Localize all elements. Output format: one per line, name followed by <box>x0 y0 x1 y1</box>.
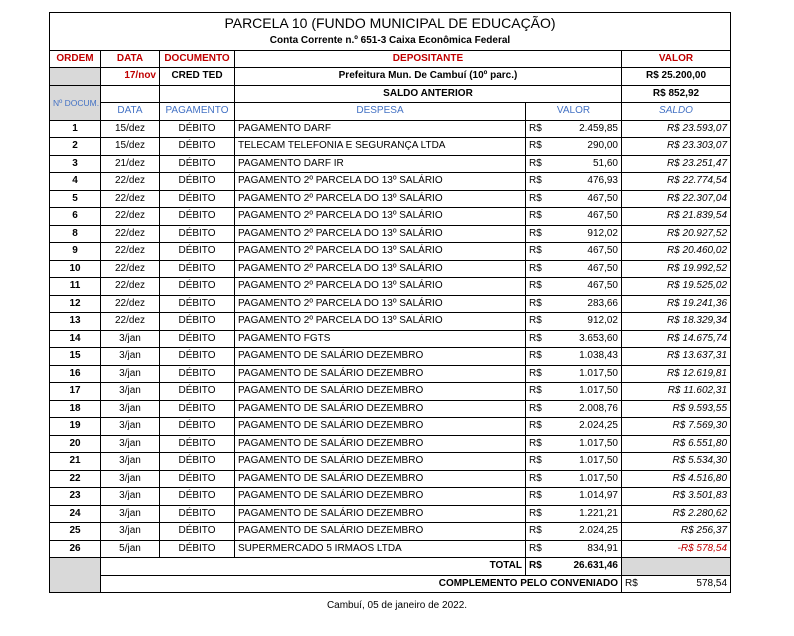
row-currency: R$ <box>526 435 552 453</box>
row-amount: 290,00 <box>552 138 622 156</box>
row-balance: R$ 22.307,04 <box>622 190 731 208</box>
doc-number: 20 <box>50 435 101 453</box>
table-row <box>50 418 731 436</box>
credit-date: 17/nov <box>101 68 160 86</box>
row-description: PAGAMENTO 2º PARCELA DO 13º SALÁRIO <box>235 190 526 208</box>
row-currency: R$ <box>526 523 552 541</box>
row-date: 22/dez <box>101 173 160 191</box>
table-row <box>50 190 731 208</box>
account-statement-table <box>49 12 731 593</box>
row-amount: 1.017,50 <box>552 435 622 453</box>
row-payment-type: DÉBITO <box>160 260 235 278</box>
table-row <box>50 260 731 278</box>
row-date: 3/jan <box>101 400 160 418</box>
row-amount: 834,91 <box>552 540 622 558</box>
row-description: PAGAMENTO 2º PARCELA DO 13º SALÁRIO <box>235 225 526 243</box>
row-description: PAGAMENTO DE SALÁRIO DEZEMBRO <box>235 435 526 453</box>
table-row <box>50 365 731 383</box>
row-payment-type: DÉBITO <box>160 295 235 313</box>
total-label: TOTAL <box>101 558 526 576</box>
row-currency: R$ <box>526 418 552 436</box>
row-balance: R$ 14.675,74 <box>622 330 731 348</box>
row-currency: R$ <box>526 190 552 208</box>
credit-depositor: Prefeitura Mun. De Cambuí (10º parc.) <box>235 68 622 86</box>
row-payment-type: DÉBITO <box>160 190 235 208</box>
row-description: PAGAMENTO DE SALÁRIO DEZEMBRO <box>235 488 526 506</box>
row-currency: R$ <box>526 173 552 191</box>
header-valor: VALOR <box>622 50 731 68</box>
row-currency: R$ <box>526 278 552 296</box>
row-description: PAGAMENTO DE SALÁRIO DEZEMBRO <box>235 383 526 401</box>
row-description: PAGAMENTO 2º PARCELA DO 13º SALÁRIO <box>235 173 526 191</box>
saldo-anterior-value: R$ 852,92 <box>622 85 731 103</box>
row-currency: R$ <box>526 243 552 261</box>
footer-gray-cell <box>50 558 101 593</box>
row-description: PAGAMENTO 2º PARCELA DO 13º SALÁRIO <box>235 208 526 226</box>
credit-header-row <box>50 50 731 68</box>
table-row <box>50 453 731 471</box>
table-row <box>50 208 731 226</box>
table-row <box>50 330 731 348</box>
total-currency: R$ <box>526 558 552 576</box>
header-saldo: SALDO <box>622 103 731 121</box>
row-balance: R$ 20.927,52 <box>622 225 731 243</box>
account-subtitle: Conta Corrente n.º 651-3 Caixa Econômica Federal <box>50 33 731 50</box>
row-description: PAGAMENTO DE SALÁRIO DEZEMBRO <box>235 418 526 436</box>
doc-number: 17 <box>50 383 101 401</box>
row-date: 21/dez <box>101 155 160 173</box>
row-date: 22/dez <box>101 225 160 243</box>
row-amount: 283,66 <box>552 295 622 313</box>
row-description: TELECAM TELEFONIA E SEGURANÇA LTDA <box>235 138 526 156</box>
row-currency: R$ <box>526 313 552 331</box>
row-currency: R$ <box>526 488 552 506</box>
row-payment-type: DÉBITO <box>160 138 235 156</box>
row-balance: R$ 6.551,80 <box>622 435 731 453</box>
row-balance: R$ 4.516,80 <box>622 470 731 488</box>
row-payment-type: DÉBITO <box>160 453 235 471</box>
row-amount: 467,50 <box>552 260 622 278</box>
row-balance: R$ 13.637,31 <box>622 348 731 366</box>
row-balance: R$ 19.992,52 <box>622 260 731 278</box>
table-row <box>50 400 731 418</box>
table-row <box>50 138 731 156</box>
footer-place-date: Cambuí, 05 de janeiro de 2022. <box>326 600 468 611</box>
doc-number: 2 <box>50 138 101 156</box>
doc-number: 22 <box>50 470 101 488</box>
row-date: 3/jan <box>101 523 160 541</box>
credit-document: CRED TED <box>160 68 235 86</box>
table-row <box>50 435 731 453</box>
row-amount: 1.038,43 <box>552 348 622 366</box>
row-date: 22/dez <box>101 260 160 278</box>
empty-cell <box>160 85 235 103</box>
header-documento: DOCUMENTO <box>160 50 235 68</box>
header-doc-number: Nº DOCUM. <box>50 85 101 120</box>
row-payment-type: DÉBITO <box>160 418 235 436</box>
doc-number: 23 <box>50 488 101 506</box>
row-currency: R$ <box>526 225 552 243</box>
row-currency: R$ <box>526 295 552 313</box>
doc-number: 16 <box>50 365 101 383</box>
row-payment-type: DÉBITO <box>160 488 235 506</box>
doc-number: 11 <box>50 278 101 296</box>
doc-number: 24 <box>50 505 101 523</box>
doc-number: 26 <box>50 540 101 558</box>
complemento-currency: R$ <box>622 575 657 593</box>
row-balance: R$ 2.280,62 <box>622 505 731 523</box>
row-balance: -R$ 578,54 <box>622 540 731 558</box>
doc-number: 13 <box>50 313 101 331</box>
doc-number: 14 <box>50 330 101 348</box>
row-description: PAGAMENTO DE SALÁRIO DEZEMBRO <box>235 453 526 471</box>
row-date: 3/jan <box>101 505 160 523</box>
complemento-label: COMPLEMENTO PELO CONVENIADO <box>101 575 622 593</box>
row-balance: R$ 7.569,30 <box>622 418 731 436</box>
row-date: 15/dez <box>101 120 160 138</box>
doc-number: 18 <box>50 400 101 418</box>
row-balance: R$ 3.501,83 <box>622 488 731 506</box>
complemento-row <box>50 575 731 593</box>
row-currency: R$ <box>526 208 552 226</box>
row-balance: R$ 5.534,30 <box>622 453 731 471</box>
row-description: PAGAMENTO DE SALÁRIO DEZEMBRO <box>235 470 526 488</box>
row-date: 22/dez <box>101 278 160 296</box>
row-date: 22/dez <box>101 208 160 226</box>
row-description: PAGAMENTO DARF IR <box>235 155 526 173</box>
row-date: 3/jan <box>101 488 160 506</box>
table-row <box>50 225 731 243</box>
row-description: PAGAMENTO DE SALÁRIO DEZEMBRO <box>235 400 526 418</box>
header-despesa: DESPESA <box>235 103 526 121</box>
credit-amount: R$ 25.200,00 <box>622 68 731 86</box>
row-description: PAGAMENTO DE SALÁRIO DEZEMBRO <box>235 505 526 523</box>
row-payment-type: DÉBITO <box>160 383 235 401</box>
header-debit-valor: VALOR <box>526 103 622 121</box>
row-date: 3/jan <box>101 470 160 488</box>
row-currency: R$ <box>526 260 552 278</box>
complemento-amount: 578,54 <box>657 575 731 593</box>
row-amount: 1.017,50 <box>552 470 622 488</box>
row-currency: R$ <box>526 120 552 138</box>
table-row <box>50 155 731 173</box>
row-currency: R$ <box>526 470 552 488</box>
row-amount: 467,50 <box>552 190 622 208</box>
row-amount: 1.221,21 <box>552 505 622 523</box>
row-date: 22/dez <box>101 313 160 331</box>
row-amount: 2.008,76 <box>552 400 622 418</box>
row-payment-type: DÉBITO <box>160 400 235 418</box>
row-balance: R$ 23.251,47 <box>622 155 731 173</box>
row-date: 3/jan <box>101 435 160 453</box>
row-currency: R$ <box>526 540 552 558</box>
row-payment-type: DÉBITO <box>160 435 235 453</box>
row-payment-type: DÉBITO <box>160 505 235 523</box>
table-row <box>50 488 731 506</box>
row-balance: R$ 9.593,55 <box>622 400 731 418</box>
row-payment-type: DÉBITO <box>160 278 235 296</box>
table-row <box>50 348 731 366</box>
row-amount: 912,02 <box>552 225 622 243</box>
row-date: 22/dez <box>101 190 160 208</box>
row-payment-type: DÉBITO <box>160 225 235 243</box>
row-amount: 1.014,97 <box>552 488 622 506</box>
table-row <box>50 173 731 191</box>
credit-row <box>50 68 731 86</box>
table-row <box>50 243 731 261</box>
row-amount: 3.653,60 <box>552 330 622 348</box>
row-balance: R$ 11.602,31 <box>622 383 731 401</box>
row-balance: R$ 18.329,34 <box>622 313 731 331</box>
row-description: PAGAMENTO 2º PARCELA DO 13º SALÁRIO <box>235 313 526 331</box>
header-data: DATA <box>101 50 160 68</box>
row-description: PAGAMENTO 2º PARCELA DO 13º SALÁRIO <box>235 260 526 278</box>
row-date: 3/jan <box>101 365 160 383</box>
table-row <box>50 505 731 523</box>
total-amount: 26.631,46 <box>552 558 622 576</box>
row-description: PAGAMENTO 2º PARCELA DO 13º SALÁRIO <box>235 243 526 261</box>
row-description: SUPERMERCADO 5 IRMAOS LTDA <box>235 540 526 558</box>
row-currency: R$ <box>526 138 552 156</box>
row-currency: R$ <box>526 348 552 366</box>
row-description: PAGAMENTO FGTS <box>235 330 526 348</box>
row-date: 3/jan <box>101 418 160 436</box>
header-depositante: DEPOSITANTE <box>235 50 622 68</box>
doc-number: 25 <box>50 523 101 541</box>
row-amount: 467,50 <box>552 278 622 296</box>
row-currency: R$ <box>526 155 552 173</box>
doc-number: 19 <box>50 418 101 436</box>
credit-ordem-cell <box>50 68 101 86</box>
row-balance: R$ 20.460,02 <box>622 243 731 261</box>
row-balance: R$ 21.839,54 <box>622 208 731 226</box>
table-row <box>50 313 731 331</box>
table-row <box>50 295 731 313</box>
row-description: PAGAMENTO 2º PARCELA DO 13º SALÁRIO <box>235 278 526 296</box>
row-date: 3/jan <box>101 348 160 366</box>
row-payment-type: DÉBITO <box>160 155 235 173</box>
row-description: PAGAMENTO DARF <box>235 120 526 138</box>
doc-number: 5 <box>50 190 101 208</box>
doc-number: 15 <box>50 348 101 366</box>
row-balance: R$ 23.303,07 <box>622 138 731 156</box>
row-currency: R$ <box>526 505 552 523</box>
row-date: 22/dez <box>101 243 160 261</box>
doc-number: 6 <box>50 208 101 226</box>
doc-number: 10 <box>50 260 101 278</box>
table-row <box>50 470 731 488</box>
row-amount: 912,02 <box>552 313 622 331</box>
row-payment-type: DÉBITO <box>160 540 235 558</box>
row-date: 22/dez <box>101 295 160 313</box>
header-debit-data: DATA <box>101 103 160 121</box>
row-payment-type: DÉBITO <box>160 120 235 138</box>
doc-number: 9 <box>50 243 101 261</box>
row-description: PAGAMENTO DE SALÁRIO DEZEMBRO <box>235 348 526 366</box>
row-payment-type: DÉBITO <box>160 365 235 383</box>
table-row <box>50 383 731 401</box>
table-row <box>50 278 731 296</box>
table-row <box>50 540 731 558</box>
doc-number: 4 <box>50 173 101 191</box>
row-amount: 1.017,50 <box>552 453 622 471</box>
row-date: 3/jan <box>101 330 160 348</box>
row-amount: 1.017,50 <box>552 383 622 401</box>
row-payment-type: DÉBITO <box>160 173 235 191</box>
row-amount: 467,50 <box>552 208 622 226</box>
row-balance: R$ 12.619,81 <box>622 365 731 383</box>
row-balance: R$ 256,37 <box>622 523 731 541</box>
table-row <box>50 120 731 138</box>
table-row <box>50 523 731 541</box>
row-amount: 2.024,25 <box>552 523 622 541</box>
row-currency: R$ <box>526 400 552 418</box>
total-gray-cell <box>622 558 731 576</box>
doc-number: 8 <box>50 225 101 243</box>
row-amount: 467,50 <box>552 243 622 261</box>
header-ordem: ORDEM <box>50 50 101 68</box>
header-pagamento: PAGAMENTO <box>160 103 235 121</box>
row-date: 5/jan <box>101 540 160 558</box>
row-payment-type: DÉBITO <box>160 470 235 488</box>
row-currency: R$ <box>526 383 552 401</box>
total-row <box>50 558 731 576</box>
row-payment-type: DÉBITO <box>160 348 235 366</box>
statement-title: PARCELA 10 (FUNDO MUNICIPAL DE EDUCAÇÃO) <box>50 13 731 34</box>
row-currency: R$ <box>526 330 552 348</box>
row-balance: R$ 23.593,07 <box>622 120 731 138</box>
row-amount: 476,93 <box>552 173 622 191</box>
doc-number: 21 <box>50 453 101 471</box>
row-date: 3/jan <box>101 453 160 471</box>
row-date: 15/dez <box>101 138 160 156</box>
row-description: PAGAMENTO DE SALÁRIO DEZEMBRO <box>235 365 526 383</box>
row-balance: R$ 19.241,36 <box>622 295 731 313</box>
row-payment-type: DÉBITO <box>160 243 235 261</box>
row-payment-type: DÉBITO <box>160 208 235 226</box>
row-payment-type: DÉBITO <box>160 330 235 348</box>
empty-cell <box>101 85 160 103</box>
row-balance: R$ 22.774,54 <box>622 173 731 191</box>
row-date: 3/jan <box>101 383 160 401</box>
saldo-anterior-label: SALDO ANTERIOR <box>235 85 622 103</box>
doc-number: 3 <box>50 155 101 173</box>
row-amount: 1.017,50 <box>552 365 622 383</box>
row-payment-type: DÉBITO <box>160 523 235 541</box>
row-payment-type: DÉBITO <box>160 313 235 331</box>
row-currency: R$ <box>526 365 552 383</box>
saldo-anterior-row <box>50 85 731 103</box>
row-amount: 51,60 <box>552 155 622 173</box>
row-currency: R$ <box>526 453 552 471</box>
doc-number: 1 <box>50 120 101 138</box>
row-amount: 2.024,25 <box>552 418 622 436</box>
row-description: PAGAMENTO DE SALÁRIO DEZEMBRO <box>235 523 526 541</box>
row-balance: R$ 19.525,02 <box>622 278 731 296</box>
row-amount: 2.459,85 <box>552 120 622 138</box>
row-description: PAGAMENTO 2º PARCELA DO 13º SALÁRIO <box>235 295 526 313</box>
doc-number: 12 <box>50 295 101 313</box>
debit-header-row <box>50 103 731 121</box>
